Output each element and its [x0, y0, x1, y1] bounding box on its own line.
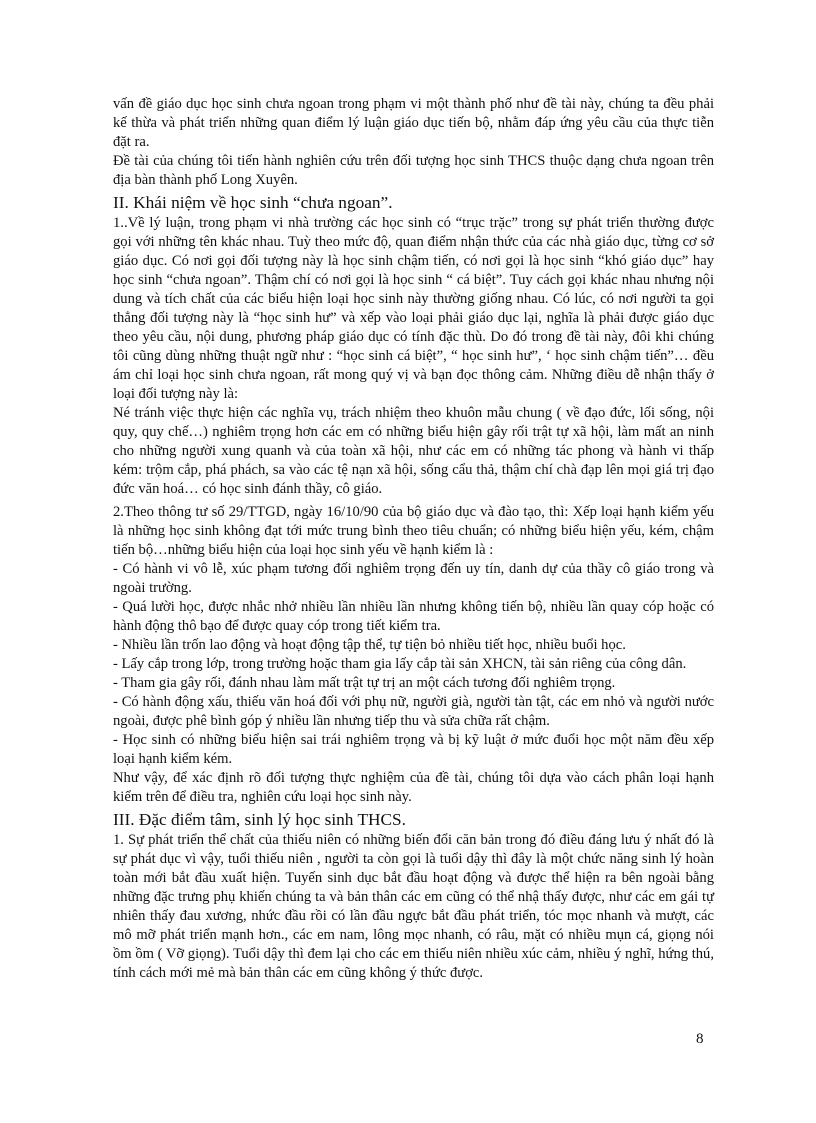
page-number: 8 [696, 1031, 704, 1047]
paragraph: - Có hành động xấu, thiếu văn hoá đối với phụ nữ, người già, người tàn tật, các em nhỏ và người nước ngoài, được phê bình góp ý nhiều lần nhưng tiếp thu và sửa chữa rất chậm. [113, 694, 714, 729]
paragraph: - Có hành vi vô lễ, xúc phạm tương đối nghiêm trọng đến uy tín, danh dự của thầy cô giáo trong và ngoài trường. [113, 561, 714, 596]
paragraph: - Lấy cắp trong lớp, trong trường hoặc tham gia lấy cắp tài sản XHCN, tài sản riêng của công dân. [113, 656, 687, 672]
section-heading: II. Khái niệm về học sinh “chưa ngoan”. [113, 193, 393, 212]
paragraph: - Nhiều lần trốn lao động và hoạt động tập thể, tự tiện bỏ nhiều tiết học, nhiều buổi học. [113, 637, 626, 653]
paragraph: vấn đề giáo dục học sinh chưa ngoan trong phạm vi một thành phố như đề tài này, chúng ta đều phải kế thừa và phát triển những quan điểm lý luận giáo dục tiến bộ, nhằm đáp ứng yêu cầu của thực tiễn đặt ra. [113, 96, 714, 150]
paragraph: - Tham gia gây rối, đánh nhau làm mất trật tự trị an một cách tương đối nghiêm trọng. [113, 675, 616, 691]
paragraph: - Quá lười học, được nhắc nhở nhiều lần nhiều lần nhưng không tiến bộ, nhiều lần quay cóp hoặc có hành động thô bạo để được quay cóp trong tiết kiểm tra. [113, 599, 714, 634]
page-body [113, 95, 714, 983]
section-heading: III. Đặc điểm tâm, sinh lý học sinh THCS. [113, 810, 406, 829]
paragraph: - Học sinh có những biểu hiện sai trái nghiêm trọng và bị kỹ luật ở mức đuổi học một năm đều xếp loại hạnh kiểm kém. [113, 732, 714, 767]
paragraph: Đề tài của chúng tôi tiến hành nghiên cứu trên đối tượng học sinh THCS thuộc dạng chưa ngoan trên địa bàn thành phố Long Xuyên. [113, 153, 714, 188]
paragraph: 1..Về lý luận, trong phạm vi nhà trường các học sinh có “trục trặc” trong sự phát triển thường được gọi với những tên khác nhau. Tuỳ theo mức độ, quan điểm nhận thức của các nhà giáo dục, từng cơ sở giáo dục. Có nơi gọi đối tượng này là học sinh chậm tiến, có nơi gọi là học sinh “khó giáo dục” hay học sinh “chưa ngoan”. Thậm chí có nơi gọi là học sinh “ cá biệt”. Tuy cách gọi khác nhau nhưng nội dung và tích chất của các biểu hiện loại học sinh này thường giống nhau. Có lúc, có nơi người ta gọi thẳng đối tượng này là “học sinh hư” và xếp vào loại phải giáo dục lại, nghĩa là phải được giáo dục theo yêu cầu, nội dung, phương pháp giáo dục có tính đặc thù. Do đó trong đề tài này, đôi khi chúng tôi cũng dùng những thuật ngữ như : “học sinh cá biệt”, “ học sinh hư”, ‘ học sinh chậm tiến”… đều ám chỉ loại học sinh chưa ngoan, rất mong quý vị và bạn đọc thông cảm. Những điều dễ nhận thấy ở loại đối tượng này là: [113, 215, 714, 402]
paragraph: 2.Theo thông tư số 29/TTGD, ngày 16/10/90 của bộ giáo dục và đào tạo, thì: Xếp loại hạnh kiểm yếu là những học sinh không đạt tới mức trung bình theo tiêu chuẩn; có những biểu hiện yếu, kém, chậm tiến bộ…những biểu hiện của loại học sinh yếu về hạnh kiểm là : [113, 504, 714, 558]
paragraph: 1. Sự phát triển thể chất của thiếu niên có những biến đổi căn bản trong đó điều đáng lưu ý nhất đó là sự phát dục vì vậy, tuổi thiếu niên , người ta còn gọi là tuổi dậy thì đây là một chức năng sinh lý hoàn toàn mới bắt đầu xuất hiện. Tuyến sinh dục bắt đầu hoạt động và được thể hiện ra bên ngoài bằng những đặc trưng phụ khiến chúng ta và bản thân các em cũng có thể nhậ thấy được, như các em gái tự nhiên thấy đau xương, nhức đầu rồi có lần đầu ngực bắt đầu phát triển, tóc mọc nhanh và mượt, các mô mỡ phát triển mạnh hơn., các em nam, lông mọc nhanh, có râu, mặt có nhiều mụn cá, giọng nói ồm ồm ( Vỡ giọng). Tuổi dậy thì đem lại cho các em thiếu niên nhiều xúc cảm, nhiều ý nghĩ, hứng thú, tính cách mới mẻ mà bản thân các em cũng không ý thức được. [113, 832, 714, 981]
paragraph: Như vậy, để xác định rõ đối tượng thực nghiệm của đề tài, chúng tôi dựa vào cách phân loại hạnh kiểm trên để điều tra, nghiên cứu loại học sinh này. [113, 770, 714, 805]
paragraph: Né tránh việc thực hiện các nghĩa vụ, trách nhiệm theo khuôn mẫu chung ( về đạo đức, lối sống, nội quy, quy chế…) nghiêm trọng hơn các em có những biểu hiện gây rối trật tự xã hội, làm mất an ninh cho những người xung quanh và của toàn xã hội, như các em có những tác phong và hành vi thấp kém: trộm cắp, phá phách, sa vào các tệ nạn xã hội, sống cẩu thả, thậm chí chà đạp lên mọi giá trị đạo đức văn hoá… có học sinh đánh thầy, cô giáo. [113, 405, 714, 497]
